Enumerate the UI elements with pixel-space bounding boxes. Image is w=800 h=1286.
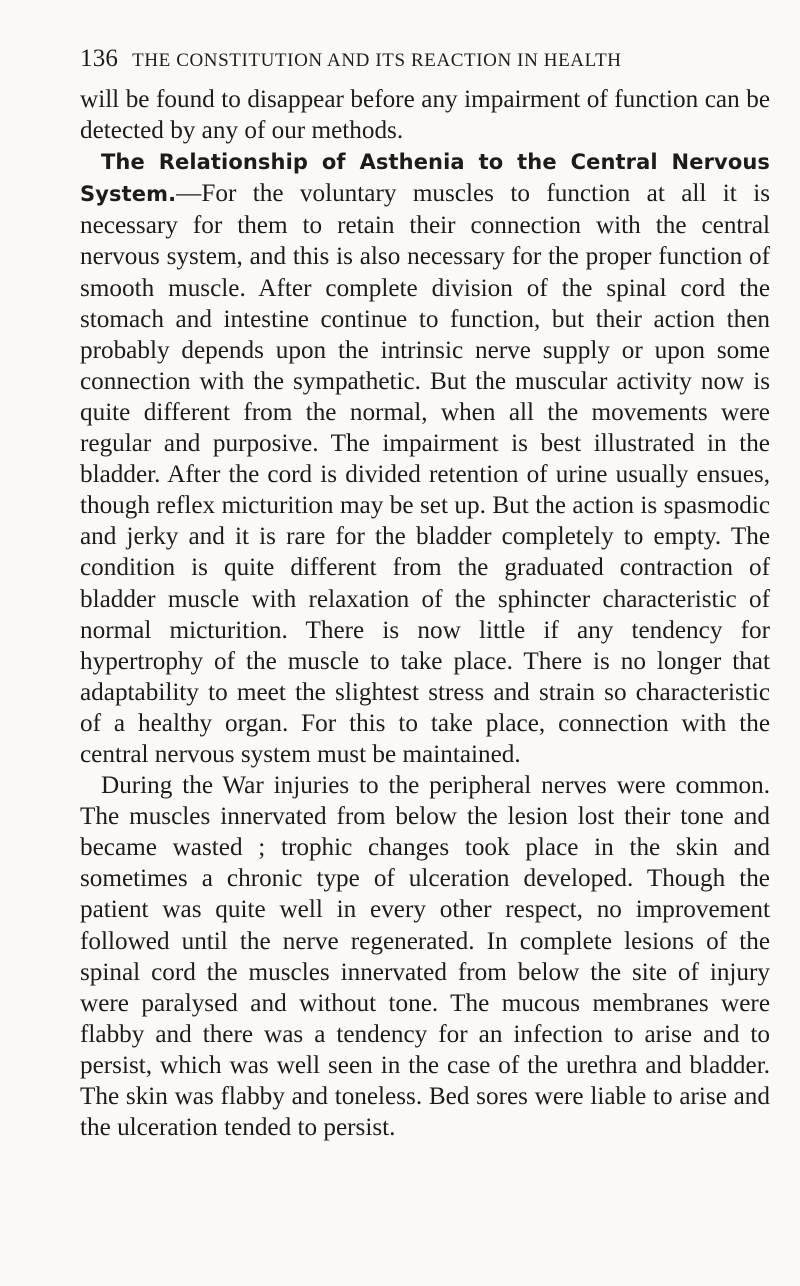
- book-page: [80, 44, 770, 1143]
- running-title: THE CONSTITUTION AND ITS REACTION IN HEALTH: [132, 50, 622, 71]
- paragraph-relationship: [80, 146, 770, 770]
- page-number: 136: [80, 45, 119, 72]
- paragraph-continuation: will be found to disappear before any impairment of function can be detected by any of our methods.: [80, 86, 770, 145]
- paragraph-text: —For the voluntary muscles to function at all it is necessary for them to retain their connection with the central nervous system, and this is also necessary for the proper function of smooth muscle. After complete division of the spinal cord the stomach and intestine continue to function, but their action then probably depends upon the intrinsic nerve supply or upon some connection with the sympathetic. But the muscular activity now is quite different from the normal, when all the movements were regular and purposive. The impairment is best illustrated in the bladder. After the cord is divided retention of urine usually ensues, though reflex micturition may be set up. But the action is spasmodic and jerky and it is rare for the bladder completely to empty. The condition is quite different from the graduated contraction of bladder muscle with relaxation of the sphincter characteristic of normal micturition. There is now little if any tendency for hypertrophy of the muscle to take place. There is no longer that adaptability to meet the slightest stress and strain so characteristic of a healthy organ. For this to take place, connection with the central nervous system must be maintained.: [80, 180, 770, 768]
- paragraph-war-injuries: During the War injuries to the peripheral nerves were common. The muscles innervated from below the lesion lost their tone and became wasted ; trophic changes took place in the skin and sometimes a chronic type of ulceration developed. Though the patient was quite well in every other respect, no improvement followed until the nerve regenerated. In complete lesions of the spinal cord the muscles innervated from below the site of injury were paralysed and without tone. The mucous membranes were flabby and there was a tendency for an infection to arise and to persist, which was well seen in the case of the urethra and bladder. The skin was flabby and toneless. Bed sores were liable to arise and the ulceration tended to persist.: [80, 772, 770, 1142]
- section-heading: The Relationship of Asthenia to the Central Nervous System.: [80, 150, 770, 207]
- running-head: [80, 44, 770, 76]
- body-text: [80, 84, 770, 1143]
